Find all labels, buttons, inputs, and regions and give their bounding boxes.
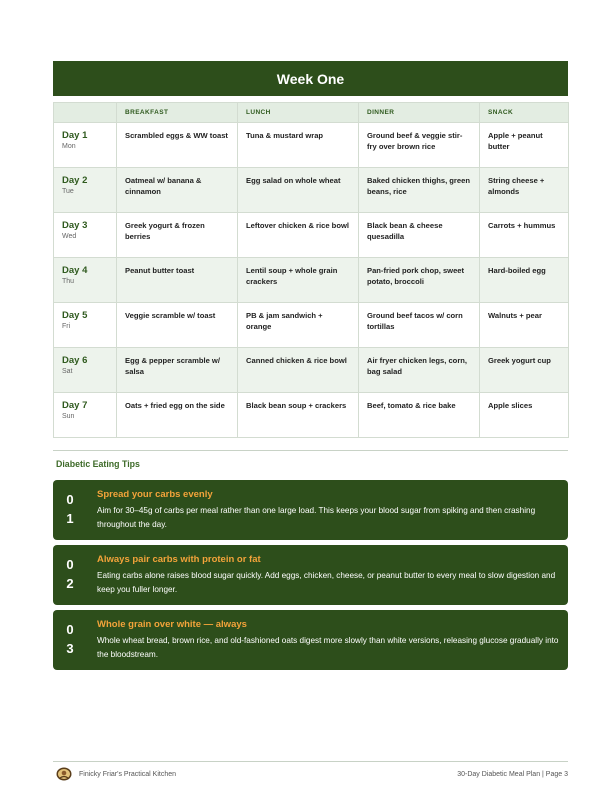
breakfast-cell: Egg & pepper scramble w/ salsa [117, 348, 238, 393]
dinner-cell: Air fryer chicken legs, corn, bag salad [359, 348, 480, 393]
lunch-cell: Canned chicken & rice bowl [238, 348, 359, 393]
day-label: Day 1 [62, 130, 88, 141]
breakfast-cell: Oatmeal w/ banana & cinnamon [117, 168, 238, 213]
week-banner [53, 61, 568, 96]
table-header-row [54, 103, 569, 123]
meal-plan-table [53, 102, 569, 438]
column-header-lunch: LUNCH [238, 103, 359, 123]
day-label: Day 5 [62, 310, 88, 321]
table-row [54, 123, 569, 168]
day-cell [54, 303, 117, 348]
table-row [54, 258, 569, 303]
tips-heading: Diabetic Eating Tips [56, 459, 140, 469]
breakfast-cell: Peanut butter toast [117, 258, 238, 303]
tip-number-digit: 3 [66, 641, 74, 656]
week-title: Week One [276, 70, 345, 87]
column-header-snack: SNACK [480, 103, 569, 123]
tip-number-digit: 2 [66, 576, 74, 591]
breakfast-cell: Oats + fried egg on the side [117, 393, 238, 438]
day-label: Day 7 [62, 400, 88, 411]
dinner-cell: Black bean & cheese quesadilla [359, 213, 480, 258]
lunch-cell: PB & jam sandwich + orange [238, 303, 359, 348]
tip-number-digit: 0 [66, 622, 74, 637]
footer-page-info: 30-Day Diabetic Meal Plan | Page 3 [457, 771, 568, 778]
column-header [54, 103, 117, 123]
tip-body: Aim for 30–45g of carbs per meal rather than one large load. This keeps your blood sugar from spiking and then crashing throughout the day. [97, 506, 536, 529]
day-label: Day 3 [62, 220, 88, 231]
snack-cell: String cheese + almonds [480, 168, 569, 213]
tip-number-digit: 0 [66, 492, 74, 507]
tip-number-digit: 1 [66, 511, 74, 526]
day-label: Day 6 [62, 355, 88, 366]
tip-card [53, 480, 568, 540]
snack-cell: Apple + peanut butter [480, 123, 569, 168]
day-abbr: Fri [62, 323, 71, 330]
day-cell [54, 258, 117, 303]
day-cell [54, 393, 117, 438]
tip-number [63, 620, 77, 658]
snack-cell: Greek yogurt cup [480, 348, 569, 393]
tip-title: Spread your carbs evenly [97, 489, 213, 500]
snack-cell: Carrots + hummus [480, 213, 569, 258]
day-label: Day 4 [62, 265, 88, 276]
table-row [54, 393, 569, 438]
table-row [54, 303, 569, 348]
tip-body: Whole wheat bread, brown rice, and old-fashioned oats digest more slowly than white versions, releasing glucose gradually into the bloodstream. [97, 636, 559, 659]
day-label: Day 2 [62, 175, 88, 186]
lunch-cell: Tuna & mustard wrap [238, 123, 359, 168]
tip-number [63, 555, 77, 593]
lunch-cell: Lentil soup + whole grain crackers [238, 258, 359, 303]
column-header-dinner: DINNER [359, 103, 480, 123]
snack-cell: Hard-boiled egg [480, 258, 569, 303]
friar-logo-icon [56, 767, 72, 781]
breakfast-cell: Veggie scramble w/ toast [117, 303, 238, 348]
day-cell [54, 123, 117, 168]
lunch-cell: Leftover chicken & rice bowl [238, 213, 359, 258]
dinner-cell: Beef, tomato & rice bake [359, 393, 480, 438]
day-abbr: Thu [62, 278, 75, 285]
dinner-cell: Pan-fried pork chop, sweet potato, broccoli [359, 258, 480, 303]
day-cell [54, 213, 117, 258]
tip-number [63, 490, 77, 528]
dinner-cell: Baked chicken thighs, green beans, rice [359, 168, 480, 213]
tip-card [53, 610, 568, 670]
column-header-breakfast: BREAKFAST [117, 103, 238, 123]
table-row [54, 168, 569, 213]
snack-cell: Apple slices [480, 393, 569, 438]
day-abbr: Mon [62, 143, 76, 150]
tip-title: Always pair carbs with protein or fat [97, 554, 261, 565]
day-abbr: Sun [62, 413, 75, 420]
lunch-cell: Egg salad on whole wheat [238, 168, 359, 213]
section-divider [53, 450, 568, 451]
dinner-cell: Ground beef tacos w/ corn tortillas [359, 303, 480, 348]
snack-cell: Walnuts + pear [480, 303, 569, 348]
day-cell [54, 348, 117, 393]
breakfast-cell: Greek yogurt & frozen berries [117, 213, 238, 258]
tip-body: Eating carbs alone raises blood sugar quickly. Add eggs, chicken, cheese, or peanut butter to every meal to slow digestion and keep you fuller longer. [97, 571, 556, 594]
table-row [54, 213, 569, 258]
tip-card [53, 545, 568, 605]
table-row [54, 348, 569, 393]
tip-number-digit: 0 [66, 557, 74, 572]
tip-title: Whole grain over white — always [97, 619, 247, 630]
dinner-cell: Ground beef & veggie stir-fry over brown rice [359, 123, 480, 168]
breakfast-cell: Scrambled eggs & WW toast [117, 123, 238, 168]
day-cell [54, 168, 117, 213]
day-abbr: Wed [62, 233, 77, 240]
footer-brand: Finicky Friar's Practical Kitchen [79, 771, 177, 778]
day-abbr: Sat [62, 368, 73, 375]
day-abbr: Tue [62, 188, 74, 195]
lunch-cell: Black bean soup + crackers [238, 393, 359, 438]
footer-divider [53, 761, 568, 762]
